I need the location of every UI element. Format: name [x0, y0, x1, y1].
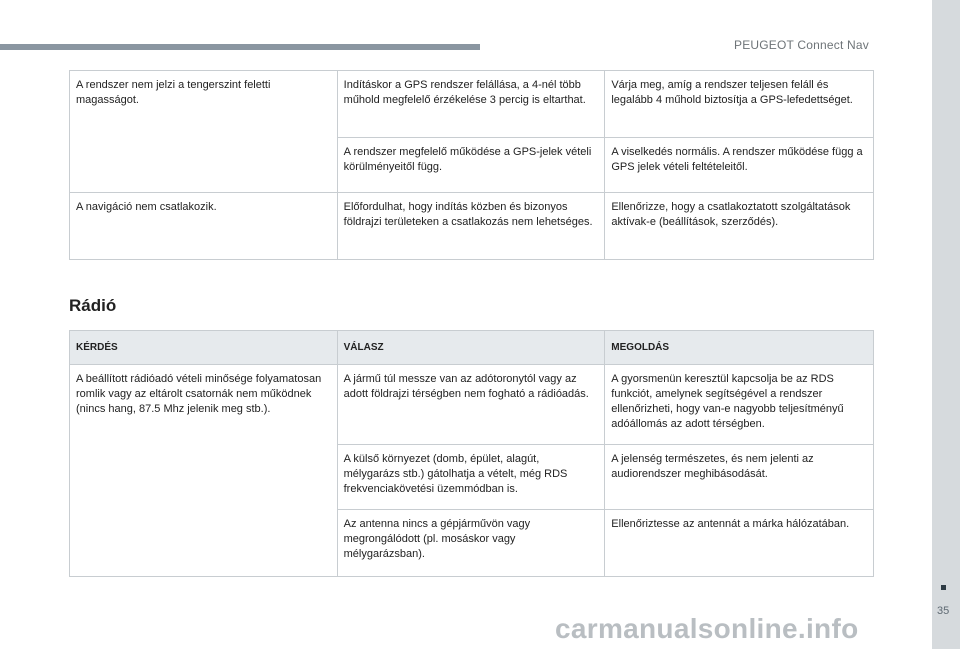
table-header-row	[70, 331, 874, 365]
answer-cell: Előfordulhat, hogy indítás közben és bizonyos földrajzi területeken a csatlakozás nem lehetséges.	[337, 193, 605, 260]
question-cell: A beállított rádióadó vételi minősége folyamatosan romlik vagy az eltárolt csatornák nem működnek (nincs hang, 87.5 Mhz jelenik meg stb.).	[70, 365, 338, 577]
side-margin-bar	[932, 0, 960, 649]
solution-cell: A jelenség természetes, és nem jelenti az audiorendszer meghibásodását.	[605, 445, 874, 510]
table-row	[70, 193, 874, 260]
column-header-question: KÉRDÉS	[70, 331, 338, 365]
column-header-answer: VÁLASZ	[337, 331, 605, 365]
solution-cell: Várja meg, amíg a rendszer teljesen feláll és legalább 4 műhold biztosítja a GPS-lefedettséget.	[605, 71, 874, 138]
page-header-title: PEUGEOT Connect Nav	[734, 38, 869, 52]
question-cell: A rendszer nem jelzi a tengerszint feletti magasságot.	[70, 71, 338, 193]
watermark-text: carmanualsonline.info	[555, 613, 859, 644]
solution-cell: Ellenőrizze, hogy a csatlakoztatott szolgáltatások aktívak-e (beállítások, szerződés).	[605, 193, 874, 260]
answer-cell: A külső környezet (domb, épület, alagút, mélygarázs stb.) gátolhatja a vételt, még RDS frekvenciakövetési üzemmódban is.	[337, 445, 605, 510]
solution-cell: A gyorsmenün keresztül kapcsolja be az RDS funkciót, amelynek segítségével a rendszer ellenőrizheti, hogy van-e nagyobb teljesítményű adóállomás az adott térségben.	[605, 365, 874, 445]
column-header-solution: MEGOLDÁS	[605, 331, 874, 365]
table-row	[70, 365, 874, 445]
solution-cell: A viselkedés normális. A rendszer működése függ a GPS jelek vételi feltételeitől.	[605, 138, 874, 193]
radio-troubleshooting-table	[69, 330, 874, 577]
answer-cell: A jármű túl messze van az adótoronytól vagy az adott földrajzi térségben nem fogható a rádióadás.	[337, 365, 605, 445]
gps-troubleshooting-table	[69, 70, 874, 260]
table-row	[70, 71, 874, 138]
page-number: 35	[937, 605, 950, 617]
page-marker	[941, 585, 946, 590]
answer-cell: Az antenna nincs a gépjárművön vagy megrongálódott (pl. mosáskor vagy mélygarázsban).	[337, 510, 605, 577]
answer-cell: A rendszer megfelelő működése a GPS-jelek vételi körülményeitől függ.	[337, 138, 605, 193]
section-title: Rádió	[69, 296, 117, 315]
question-cell: A navigáció nem csatlakozik.	[70, 193, 338, 260]
solution-cell: Ellenőriztesse az antennát a márka hálózatában.	[605, 510, 874, 577]
header-bar	[0, 44, 480, 50]
answer-cell: Indításkor a GPS rendszer felállása, a 4-nél több műhold megfelelő érzékelése 3 percig is eltarthat.	[337, 71, 605, 138]
